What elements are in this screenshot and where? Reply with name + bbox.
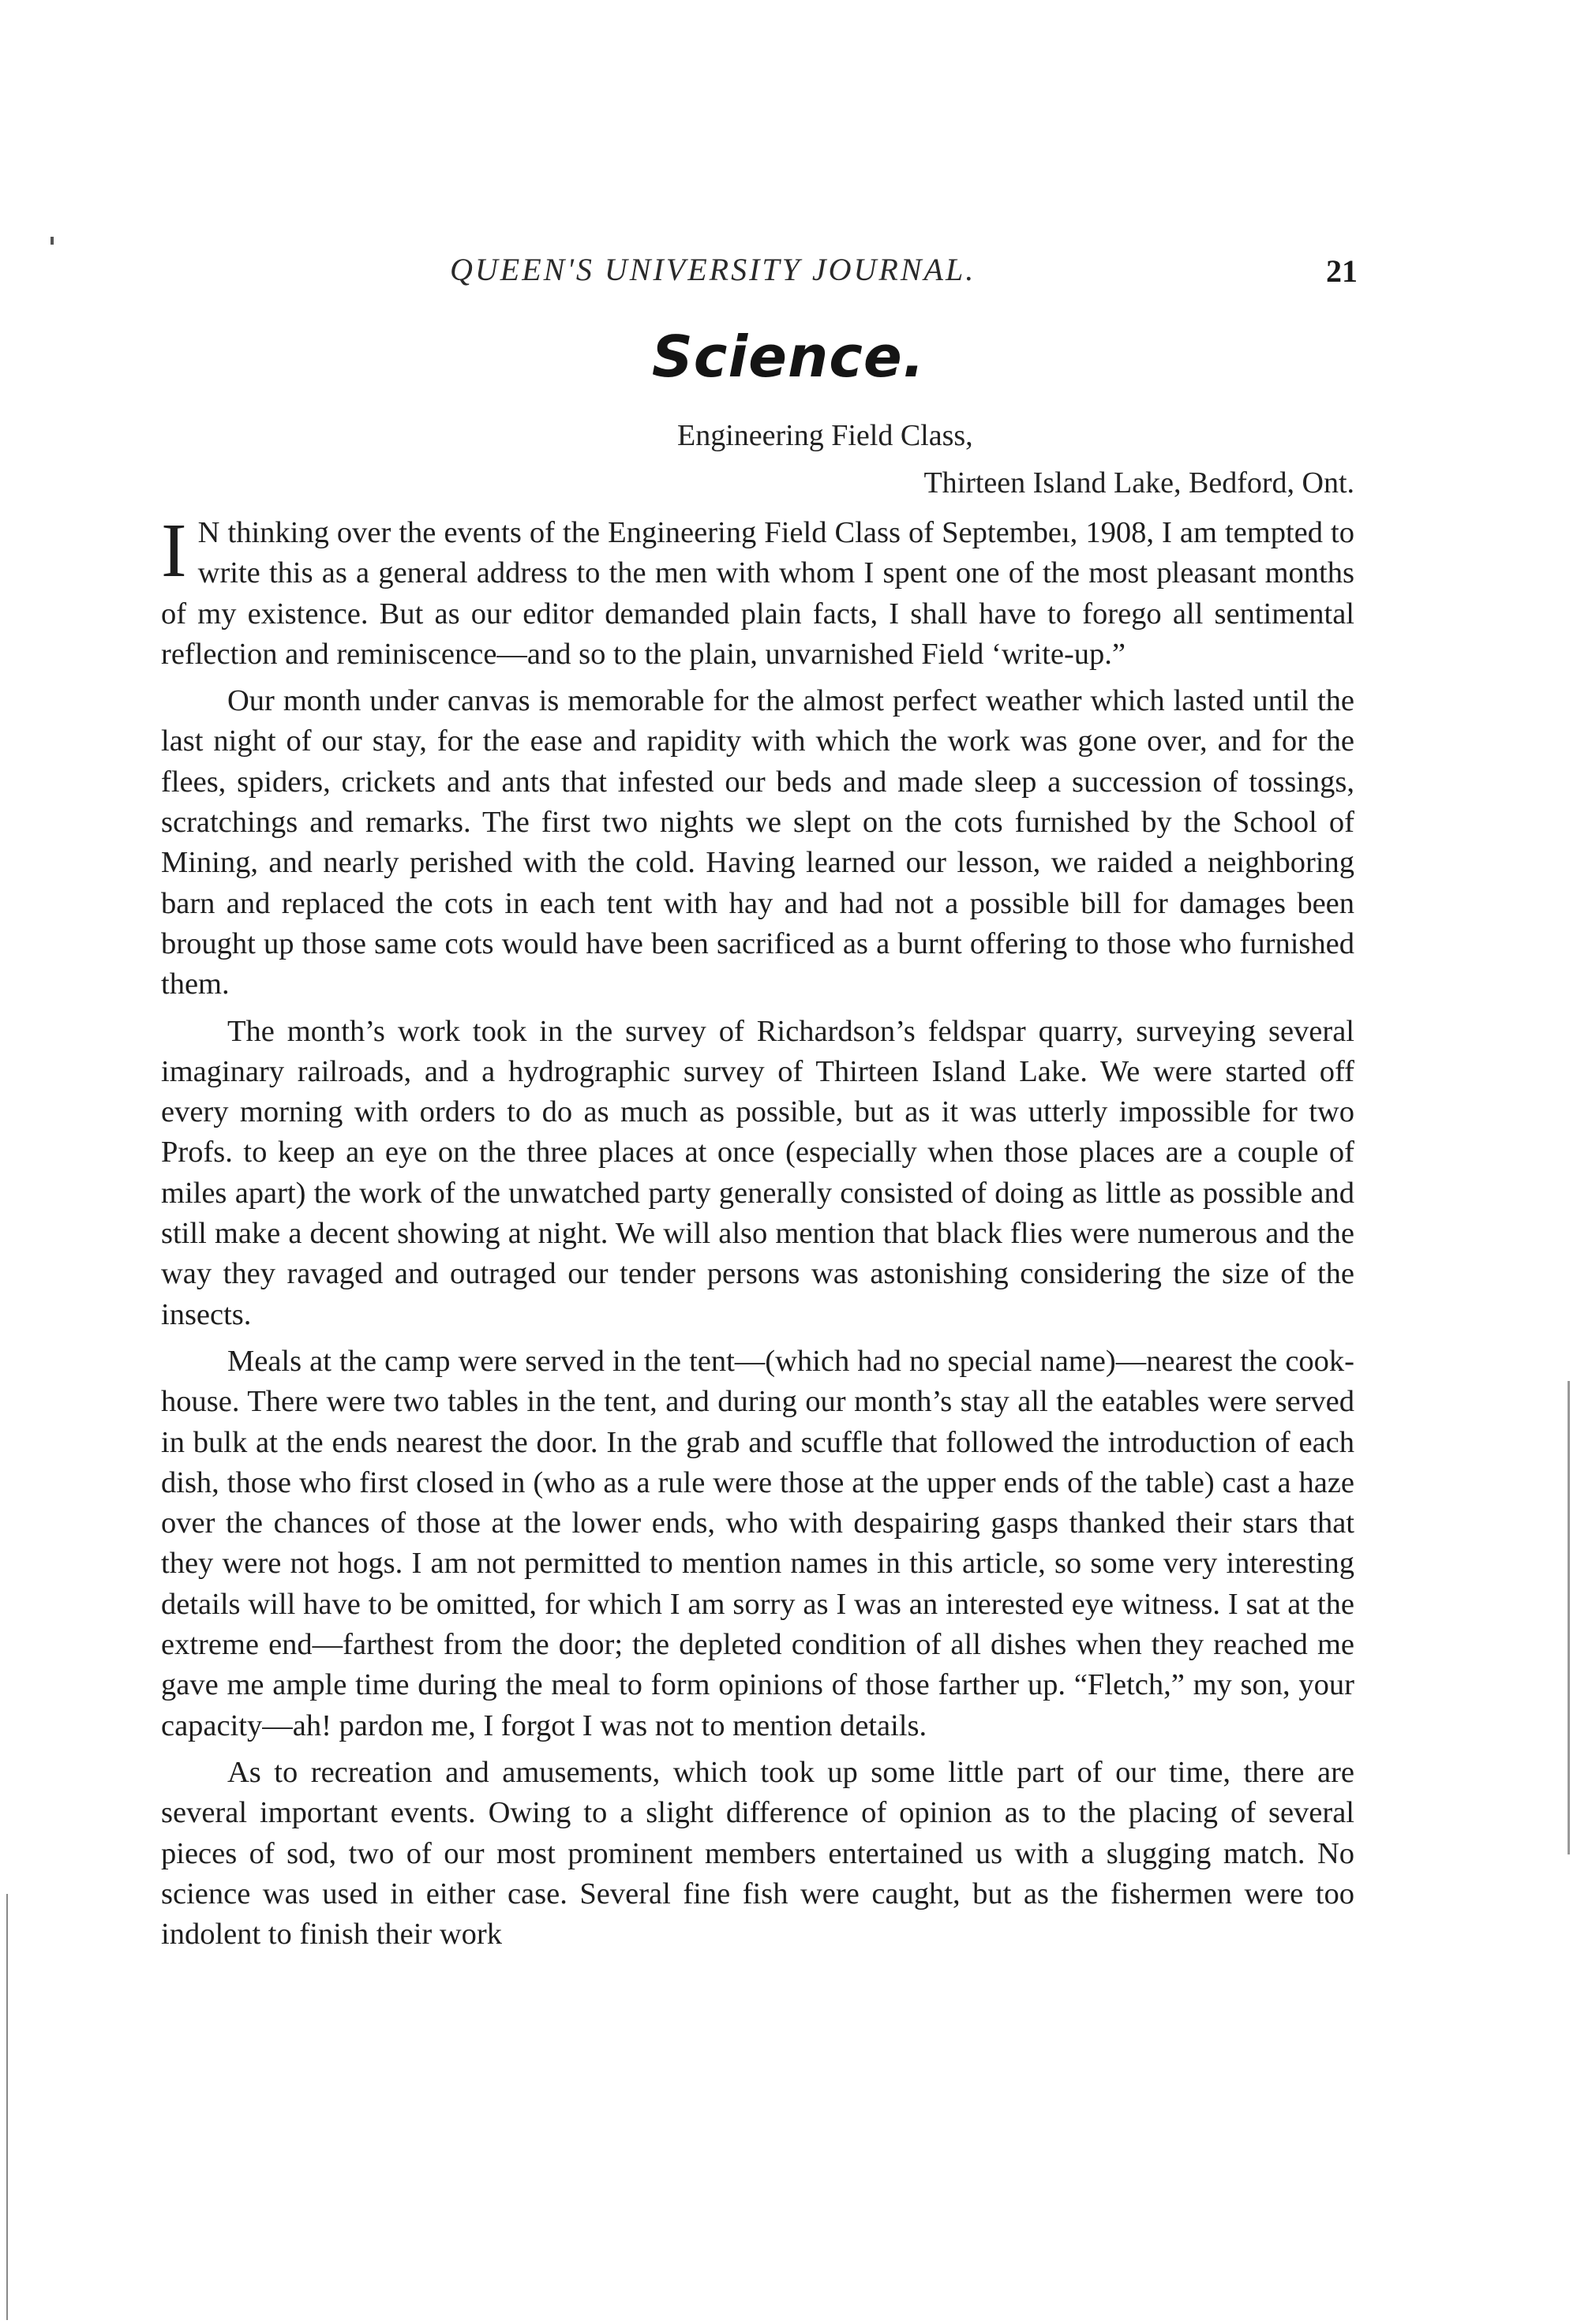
paragraph-5: As to recreation and amusements, which took up some little part of our time, there are several important events. Owing to a slight difference of opinion as to the placing of several pieces of sod, two of our most prominent members entertained us with a slugging match. No science was used in either case. Several fine fish were caught, but as the fishermen were too indolent to finish their work	[161, 1755, 1354, 1952]
journal-title: QUEEN'S UNIVERSITY JOURNAL.	[450, 252, 976, 287]
paragraph-1-text: N thinking over the events of the Engineering Field Class of Septembeı, 1908, I am tempted to write this as a general address to the men with whom I spent one of the most pleasant months of my existence. But as our editor demanded plain facts, I shall have to forego all sentimental reflection and reminiscence—and so to the plain, unvarnished Field ‘write-up.”	[161, 516, 1354, 671]
article-body	[161, 508, 1354, 1961]
section-title: Science.	[651, 324, 926, 390]
drop-cap: I	[161, 508, 187, 593]
scan-speck	[51, 237, 54, 245]
paragraph-2: Our month under canvas is memorable for the almost perfect weather which lasted until the last night of our stay, for the ease and rapidity with which the work was gone over, and for the flees, spiders, crickets and ants that infested our beds and made sleep a succession of tossings, scratchings and remarks. The first two nights we slept on the cots furnished by the School of Mining, and nearly perished with the cold. Having learned our lesson, we raided a neighboring barn and replaced the cots in each tent with hay and had not a possible bill for damages been brought up those same cots would have been sacrificed as a burnt offering to those who furnished them.	[161, 684, 1354, 1001]
paragraph-1	[161, 508, 1354, 675]
byline-class: Engineering Field Class,	[677, 419, 973, 452]
paragraph-4: Meals at the camp were served in the tent—(which had no special name)—nearest the cook-house. There were two tables in the tent, and during our month’s stay all the eatables were served in bulk at the ends nearest the door. In the grab and scuffle that followed the introduction of each dish, those who first closed in (who as a rule were those at the upper ends of the table) cast a haze over the chances of those at the lower ends, who with despairing gasps thanked their stars that they were not hogs. I am not permitted to mention names in this article, so some very interesting details will have to be omitted, for which I am sorry as I was an interested eye witness. I sat at the extreme end—farthest from the door; the depleted condition of all dishes when they reached me gave me ample time during the meal to form opinions of those farther up. “Fletch,” my son, your capacity—ah! pardon me, I forgot I was not to mention details.	[161, 1344, 1354, 1742]
byline-location: Thirteen Island Lake, Bedford, Ont.	[923, 466, 1354, 500]
paragraph-3: The month’s work took in the survey of Richardson’s feldspar quarry, surveying several imaginary railroads, and a hydrographic survey of Thirteen Island Lake. We were started off every morning with orders to do as much as possible, but as it was utterly impossible for two Profs. to keep an eye on the three places at once (especially when those places are a couple of miles apart) the work of the unwatched party generally consisted of doing as little as possible and still make a decent showing at night. We will also mention that black flies were numerous and the way they ravaged and outraged our tender persons was astonishing considering the size of the insects.	[161, 1014, 1354, 1331]
scan-edge-left	[6, 1894, 8, 2320]
page-number: 21	[1326, 253, 1358, 289]
scan-edge-right	[1568, 1381, 1570, 1854]
running-head	[158, 251, 1358, 290]
